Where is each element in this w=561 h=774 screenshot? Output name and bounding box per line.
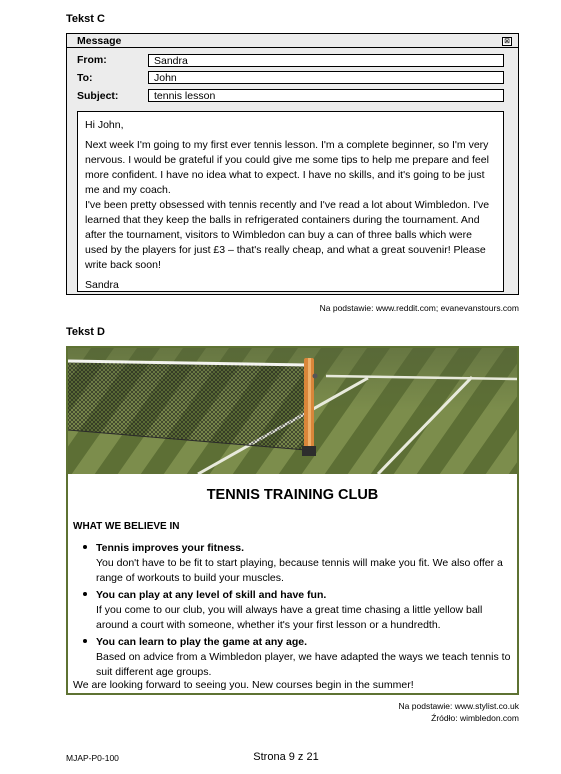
belief-item — [83, 541, 513, 586]
ad-title: TENNIS TRAINING CLUB — [206, 487, 379, 503]
belief-title: You can play at any level of skill and have fun. — [96, 589, 327, 601]
from-label: From: — [77, 54, 107, 66]
message-paragraph-2: I've been pretty obsessed with tennis recently and I've read a lot about Wimbledon. I've learned that they keep the balls in refrigerated containers during the tournament. And after the tournament, visitors to Wimbledon can buy a can of three balls which were used by the players for just £3 – that's really cheap, and what a great souvenir! Please write back soon! — [85, 199, 490, 271]
belief-title: Tennis improves your fitness. — [96, 542, 245, 554]
text-d-label: Tekst D — [66, 326, 105, 338]
email-window — [66, 33, 519, 295]
text-c-label: Tekst C — [66, 13, 105, 25]
subject-label: Subject: — [77, 90, 119, 102]
bullet-icon — [83, 639, 87, 643]
to-field[interactable]: John — [148, 71, 504, 84]
to-label: To: — [77, 72, 93, 84]
message-paragraph-1: Next week I'm going to my first ever tennis lesson. I'm a complete beginner, so I'm very nervous. I would be grateful if you could give me some tips to help me prepare and feel more confident. I have no idea what to expect. I have no skills, and it's going to be just me and my coach. — [85, 139, 489, 196]
document-code: MJAP-P0-100 — [66, 753, 119, 763]
page-number: Strona 9 z 21 — [253, 751, 319, 763]
belief-item — [83, 635, 513, 680]
belief-text: You don't have to be fit to start playing, because tennis will make you fit. We also offer a range of workouts to build your muscles. — [96, 557, 503, 584]
text-d-source-2: Źródło: wimbledon.com — [431, 713, 519, 723]
bullet-icon — [83, 592, 87, 596]
close-icon[interactable]: ⊠ — [502, 37, 512, 46]
ad-closing: We are looking forward to seeing you. New courses begin in the summer! — [73, 679, 414, 691]
email-titlebar — [67, 34, 518, 48]
belief-title: You can learn to play the game at any age. — [96, 636, 308, 648]
tennis-court-photo — [68, 348, 517, 474]
text-d-source-1: Na podstawie: www.stylist.co.uk — [398, 701, 519, 711]
beliefs-list — [83, 541, 513, 682]
message-signature: Sandra — [85, 279, 119, 291]
belief-text: If you come to our club, you will always have a great time chasing a little yellow ball around a court with someone, whether it's your first lesson or a hundredth. — [96, 604, 483, 631]
text-c-source: Na podstawie: www.reddit.com; evanevanstours.com — [319, 303, 519, 313]
belief-text: Based on advice from a Wimbledon player, we have adapted the ways we teach tennis to suit different age groups. — [96, 651, 511, 678]
belief-item — [83, 588, 513, 633]
ad-heading: WHAT WE BELIEVE IN — [73, 521, 180, 532]
email-window-title: Message — [77, 35, 122, 47]
subject-field[interactable]: tennis lesson — [148, 89, 504, 102]
bullet-icon — [83, 545, 87, 549]
from-field[interactable]: Sandra — [148, 54, 504, 67]
message-greeting: Hi John, — [85, 119, 124, 131]
message-body[interactable] — [77, 111, 504, 292]
tennis-club-ad — [66, 346, 519, 695]
